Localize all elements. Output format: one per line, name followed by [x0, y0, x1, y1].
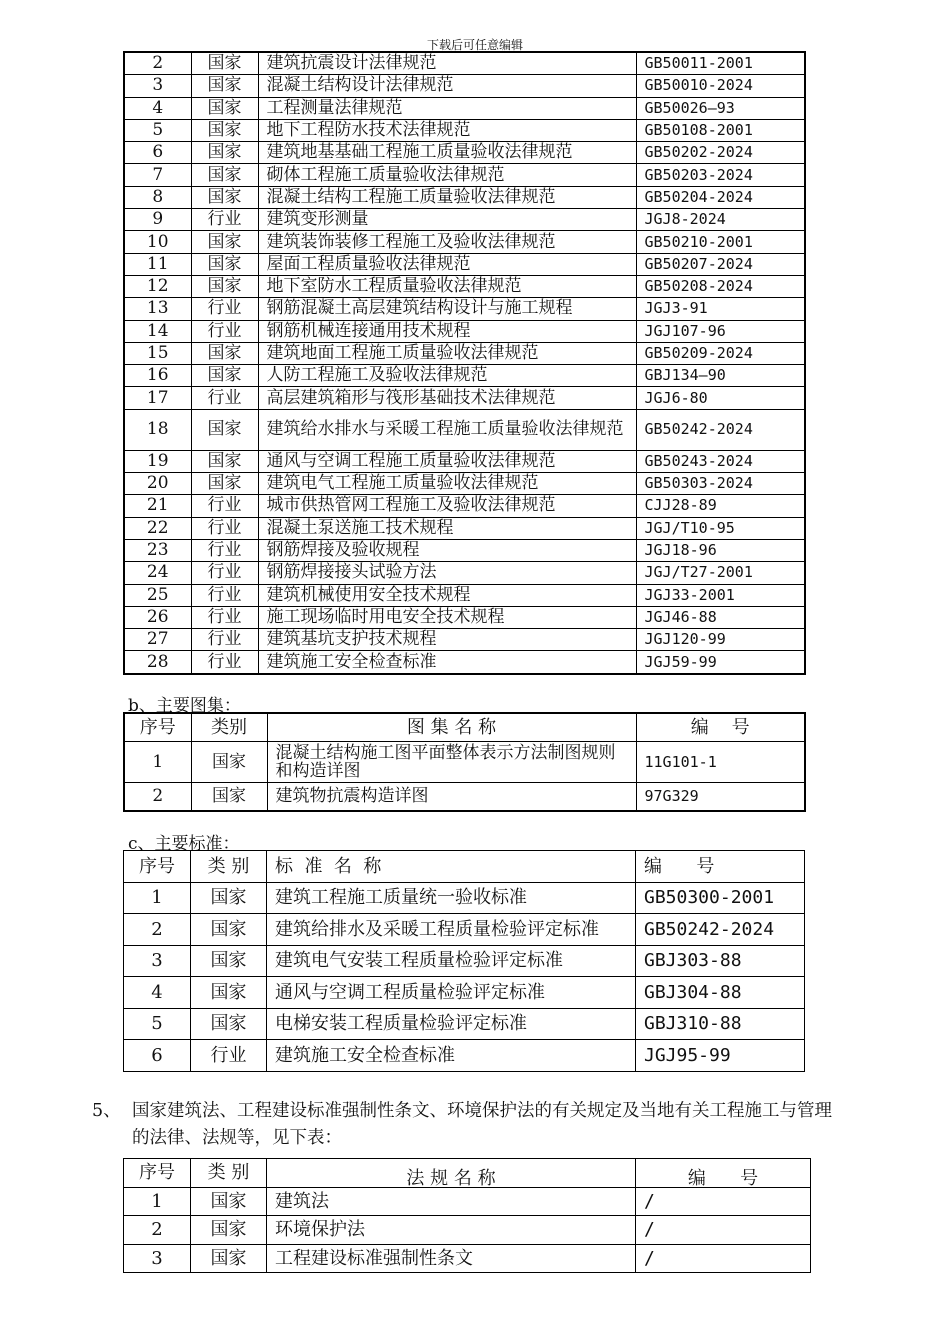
header-no: 序号 — [124, 713, 191, 742]
cell-name: 通风与空调工程施工质量验收法律规范 — [258, 450, 636, 472]
item-5-line2: 的法律、法规等，见下表： — [132, 1128, 342, 1148]
cell-code: JGJ/T27-2001 — [636, 562, 805, 584]
cell-type: 国家 — [191, 742, 267, 783]
cell-code: / — [636, 1244, 811, 1273]
cell-code: GB50208-2024 — [636, 275, 805, 297]
cell-code: JGJ18-96 — [636, 539, 805, 561]
cell-type: 行业 — [191, 298, 258, 320]
cell-code: JGJ33-2001 — [636, 584, 805, 606]
cell-type: 国家 — [191, 1244, 267, 1273]
item-5-line1: 国家建筑法、工程建设标准强制性条文、环境保护法的有关规定及当地有关工程施工与管理 — [132, 1101, 832, 1121]
table-row — [124, 365, 805, 387]
cell-no: 15 — [124, 342, 191, 364]
cell-type: 国家 — [191, 97, 258, 119]
cell-name: 施工现场临时用电安全技术规程 — [258, 606, 636, 628]
header-code: 编 号 — [636, 851, 805, 883]
cell-code: 11G101-1 — [636, 742, 805, 783]
cell-type: 国家 — [191, 945, 267, 977]
standards-table-a-body — [124, 52, 805, 674]
cell-name: 建筑电气工程施工质量验收法律规范 — [258, 473, 636, 495]
cell-no: 7 — [124, 164, 191, 186]
cell-code: GB50209-2024 — [636, 342, 805, 364]
table-row — [124, 882, 805, 914]
cell-code: JGJ6-80 — [636, 387, 805, 409]
cell-type: 行业 — [191, 584, 258, 606]
cell-type: 行业 — [191, 1040, 267, 1072]
table-row — [124, 1040, 805, 1072]
cell-code: JGJ8-2024 — [636, 209, 805, 231]
cell-no: 16 — [124, 365, 191, 387]
cell-code: GB50204-2024 — [636, 186, 805, 208]
table-header-row — [124, 1159, 811, 1188]
cell-no: 14 — [124, 320, 191, 342]
cell-name: 混凝土结构施工图平面整体表示方法制图规则和构造详图 — [267, 742, 636, 783]
table-row — [124, 562, 805, 584]
cell-type: 国家 — [191, 164, 258, 186]
cell-name: 工程建设标准强制性条文 — [267, 1244, 636, 1273]
section-b-title: b、主要图集： — [128, 696, 241, 716]
cell-code: GB50202-2024 — [636, 142, 805, 164]
cell-code: JGJ95-99 — [636, 1040, 805, 1072]
cell-name: 钢筋混凝土高层建筑结构设计与施工规程 — [258, 298, 636, 320]
cell-no: 18 — [124, 409, 191, 450]
table-row — [124, 119, 805, 141]
cell-type: 国家 — [191, 75, 258, 97]
cell-code: GBJ134—90 — [636, 365, 805, 387]
cell-code: JGJ59-99 — [636, 651, 805, 674]
cell-type: 行业 — [191, 387, 258, 409]
table-row — [124, 1244, 811, 1273]
cell-no: 1 — [124, 882, 191, 914]
cell-code: GB50303-2024 — [636, 473, 805, 495]
cell-type: 国家 — [191, 473, 258, 495]
cell-name: 电梯安装工程质量检验评定标准 — [267, 1008, 636, 1040]
cell-name: 混凝土结构设计法律规范 — [258, 75, 636, 97]
cell-type: 行业 — [191, 539, 258, 561]
laws-table — [123, 1158, 811, 1273]
cell-no: 5 — [124, 119, 191, 141]
table-row — [124, 231, 805, 253]
cell-name: 高层建筑箱形与筏形基础技术法律规范 — [258, 387, 636, 409]
cell-no: 27 — [124, 629, 191, 651]
standards-table-c-body — [124, 882, 805, 1071]
cell-type: 国家 — [191, 783, 267, 812]
cell-code: GB50242-2024 — [636, 409, 805, 450]
cell-no: 1 — [124, 1187, 191, 1216]
table-row — [124, 517, 805, 539]
table-header-row — [124, 713, 805, 742]
cell-no: 21 — [124, 495, 191, 517]
table-row — [124, 387, 805, 409]
cell-no: 3 — [124, 1244, 191, 1273]
cell-name: 建筑法 — [267, 1187, 636, 1216]
header-no: 序号 — [124, 1159, 191, 1188]
cell-no: 3 — [124, 75, 191, 97]
cell-name: 建筑装饰装修工程施工及验收法律规范 — [258, 231, 636, 253]
cell-code: 97G329 — [636, 783, 805, 812]
table-row — [124, 164, 805, 186]
cell-name: 建筑施工安全检查标准 — [258, 651, 636, 674]
cell-code: JGJ/T10-95 — [636, 517, 805, 539]
table-row — [124, 342, 805, 364]
table-row — [124, 298, 805, 320]
cell-no: 11 — [124, 253, 191, 275]
cell-name: 建筑物抗震构造详图 — [267, 783, 636, 812]
cell-type: 国家 — [191, 450, 258, 472]
table-header-row — [124, 851, 805, 883]
cell-type: 国家 — [191, 409, 258, 450]
cell-name: 建筑工程施工质量统一验收标准 — [267, 882, 636, 914]
cell-no: 22 — [124, 517, 191, 539]
table-row — [124, 629, 805, 651]
table-row — [124, 320, 805, 342]
cell-type: 国家 — [191, 275, 258, 297]
table-row — [124, 97, 805, 119]
header-type: 类 别 — [191, 1159, 267, 1188]
cell-no: 4 — [124, 97, 191, 119]
page-header-note: 下载后可任意编辑 — [426, 38, 523, 52]
cell-code: GB50011-2001 — [636, 52, 805, 75]
table-row — [124, 914, 805, 946]
cell-name: 建筑基坑支护技术规程 — [258, 629, 636, 651]
cell-code: CJJ28-89 — [636, 495, 805, 517]
cell-code: / — [636, 1216, 811, 1245]
table-row — [124, 651, 805, 674]
cell-name: 建筑地面工程施工质量验收法律规范 — [258, 342, 636, 364]
cell-type: 国家 — [191, 253, 258, 275]
cell-no: 25 — [124, 584, 191, 606]
cell-no: 3 — [124, 945, 191, 977]
cell-type: 国家 — [191, 1187, 267, 1216]
cell-code: GBJ304-88 — [636, 977, 805, 1009]
cell-code: JGJ120-99 — [636, 629, 805, 651]
table-row — [124, 52, 805, 75]
cell-no: 6 — [124, 1040, 191, 1072]
table-row — [124, 473, 805, 495]
cell-code: GB50108-2001 — [636, 119, 805, 141]
cell-no: 19 — [124, 450, 191, 472]
cell-name: 环境保护法 — [267, 1216, 636, 1245]
header-name: 图 集 名 称 — [267, 713, 636, 742]
cell-type: 行业 — [191, 517, 258, 539]
cell-no: 4 — [124, 977, 191, 1009]
cell-name: 建筑施工安全检查标准 — [267, 1040, 636, 1072]
cell-name: 建筑机械使用安全技术规程 — [258, 584, 636, 606]
cell-type: 国家 — [191, 882, 267, 914]
cell-name: 建筑电气安装工程质量检验评定标准 — [267, 945, 636, 977]
cell-name: 建筑给水排水与采暖工程施工质量验收法律规范 — [258, 409, 636, 450]
cell-name: 工程测量法律规范 — [258, 97, 636, 119]
standards-table-a — [123, 51, 806, 675]
cell-type: 行业 — [191, 495, 258, 517]
cell-name: 建筑抗震设计法律规范 — [258, 52, 636, 75]
cell-no: 2 — [124, 52, 191, 75]
cell-name: 建筑地基基础工程施工质量验收法律规范 — [258, 142, 636, 164]
table-row — [124, 783, 805, 812]
table-row — [124, 945, 805, 977]
cell-code: / — [636, 1187, 811, 1216]
cell-name: 建筑给排水及采暖工程质量检验评定标准 — [267, 914, 636, 946]
table-row — [124, 409, 805, 450]
cell-no: 8 — [124, 186, 191, 208]
cell-code: GB50300-2001 — [636, 882, 805, 914]
table-row — [124, 495, 805, 517]
cell-code: GBJ310-88 — [636, 1008, 805, 1040]
laws-table-body — [124, 1187, 811, 1273]
cell-name: 钢筋焊接接头试验方法 — [258, 562, 636, 584]
cell-type: 国家 — [191, 914, 267, 946]
cell-code: GB50203-2024 — [636, 164, 805, 186]
cell-no: 2 — [124, 1216, 191, 1245]
cell-type: 国家 — [191, 52, 258, 75]
table-row — [124, 1008, 805, 1040]
cell-no: 2 — [124, 783, 191, 812]
header-no: 序号 — [124, 851, 191, 883]
cell-type: 行业 — [191, 606, 258, 628]
cell-no: 20 — [124, 473, 191, 495]
cell-type: 国家 — [191, 365, 258, 387]
cell-type: 行业 — [191, 629, 258, 651]
table-row — [124, 1216, 811, 1245]
table-row — [124, 742, 805, 783]
cell-name: 钢筋机械连接通用技术规程 — [258, 320, 636, 342]
cell-type: 国家 — [191, 186, 258, 208]
header-type: 类 别 — [191, 851, 267, 883]
cell-code: GB50243-2024 — [636, 450, 805, 472]
table-row — [124, 75, 805, 97]
cell-name: 地下室防水工程质量验收法律规范 — [258, 275, 636, 297]
cell-code: JGJ3-91 — [636, 298, 805, 320]
header-name: 标 准 名 称 — [267, 851, 636, 883]
cell-no: 13 — [124, 298, 191, 320]
cell-type: 国家 — [191, 342, 258, 364]
cell-type: 国家 — [191, 119, 258, 141]
cell-type: 行业 — [191, 320, 258, 342]
cell-name: 钢筋焊接及验收规程 — [258, 539, 636, 561]
table-row — [124, 142, 805, 164]
cell-no: 17 — [124, 387, 191, 409]
table-row — [124, 539, 805, 561]
cell-type: 行业 — [191, 562, 258, 584]
header-type: 类别 — [191, 713, 267, 742]
table-row — [124, 1187, 811, 1216]
cell-no: 6 — [124, 142, 191, 164]
cell-name: 人防工程施工及验收法律规范 — [258, 365, 636, 387]
cell-name: 城市供热管网工程施工及验收法律规范 — [258, 495, 636, 517]
table-row — [124, 584, 805, 606]
cell-type: 行业 — [191, 209, 258, 231]
cell-no: 2 — [124, 914, 191, 946]
cell-type: 国家 — [191, 142, 258, 164]
cell-name: 通风与空调工程质量检验评定标准 — [267, 977, 636, 1009]
table-row — [124, 977, 805, 1009]
cell-code: GB50207-2024 — [636, 253, 805, 275]
cell-code: JGJ46-88 — [636, 606, 805, 628]
standards-table-c — [123, 850, 805, 1072]
section-c-title: c、主要标准： — [128, 834, 240, 854]
cell-name: 地下工程防水技术法律规范 — [258, 119, 636, 141]
header-code: 编 号 — [636, 713, 805, 742]
table-row — [124, 606, 805, 628]
header-name: 法 规 名 称 — [267, 1159, 636, 1188]
cell-no: 1 — [124, 742, 191, 783]
cell-no: 26 — [124, 606, 191, 628]
cell-code: GB50026—93 — [636, 97, 805, 119]
cell-no: 24 — [124, 562, 191, 584]
cell-type: 国家 — [191, 1008, 267, 1040]
cell-no: 10 — [124, 231, 191, 253]
cell-code: GB50010-2024 — [636, 75, 805, 97]
cell-name: 建筑变形测量 — [258, 209, 636, 231]
cell-code: GB50210-2001 — [636, 231, 805, 253]
cell-code: GBJ303-88 — [636, 945, 805, 977]
cell-name: 混凝土结构工程施工质量验收法律规范 — [258, 186, 636, 208]
cell-no: 9 — [124, 209, 191, 231]
table-row — [124, 186, 805, 208]
cell-name: 砌体工程施工质量验收法律规范 — [258, 164, 636, 186]
cell-no: 28 — [124, 651, 191, 674]
cell-no: 5 — [124, 1008, 191, 1040]
cell-type: 行业 — [191, 651, 258, 674]
atlas-table — [123, 712, 806, 812]
cell-type: 国家 — [191, 977, 267, 1009]
cell-name: 混凝土泵送施工技术规程 — [258, 517, 636, 539]
cell-code: GB50242-2024 — [636, 914, 805, 946]
cell-no: 23 — [124, 539, 191, 561]
table-row — [124, 253, 805, 275]
table-row — [124, 275, 805, 297]
item-5-paragraph — [92, 1098, 832, 1152]
header-code: 编 号 — [636, 1159, 811, 1188]
table-row — [124, 450, 805, 472]
cell-type: 国家 — [191, 1216, 267, 1245]
cell-code: JGJ107-96 — [636, 320, 805, 342]
cell-no: 12 — [124, 275, 191, 297]
cell-type: 国家 — [191, 231, 258, 253]
item-5-number: 5、 — [92, 1101, 121, 1121]
table-row — [124, 209, 805, 231]
cell-name: 屋面工程质量验收法律规范 — [258, 253, 636, 275]
